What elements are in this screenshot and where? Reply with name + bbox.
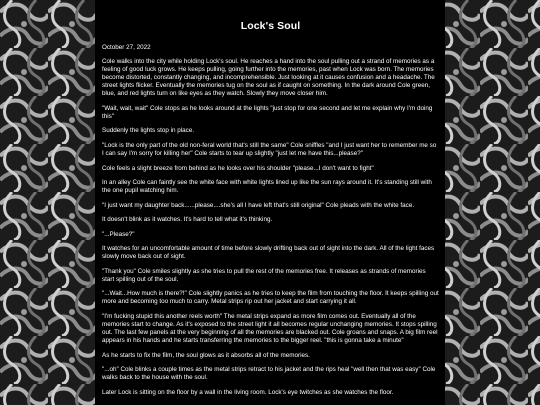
story-paragraph: It watches for an uncomfortable amount of time before slowly drifting back out of sight into the dark. All of the light faces slowly move back out of sight. bbox=[102, 245, 435, 261]
story-paragraph: In an alley Cole can faintly see the white face with white lights lined up like the sun rays around it. It's standing still with the one pupil watching him. bbox=[102, 178, 432, 195]
story-paragraph: As he starts to fix the film, the soul glows as it absorbs all of the memories. bbox=[102, 351, 310, 359]
page-title: Lock's Soul bbox=[240, 20, 301, 32]
story-paragraph: "...oh" Cole blinks a couple times as the metal strips retract to his jacket and the rips heal "well then that was easy" Cole walks back to the house with the soul. bbox=[102, 366, 436, 382]
story-paragraph: "Lock is the only part of the old non-feral world that's still the same" Cole sniffles "and I just want her to remember me so I can say I'm sorry for killing her" Cole starts to tear up slightly "just let me have this...please?" bbox=[102, 141, 437, 158]
story-content bbox=[95, 0, 445, 397]
story-paragraph: "Wait, wait, wait" Cole stops as he looks around at the lights "just stop for one second and let me explain why I'm doing this" bbox=[102, 104, 433, 120]
story-paragraph: "...Please?" bbox=[102, 230, 135, 238]
story-paragraph: Suddenly the lights stop in place. bbox=[102, 127, 195, 135]
story-paragraph: "I'm fucking stupid this another reels worth" The metal strips expand as more film comes out. Eventually all of the memories start to change. As it's exposed to the street light it all becomes regular unchanging memories. It stops spilling out. The last few panels at the very beginning of all the memories are blacked out. Cole groans and snaps. A big film reel appears in his hands and he starts transferring the memories to the bigger reel. "this is gonna take a minute" bbox=[102, 312, 438, 345]
story-paragraph: "Thank you" Cole smiles slightly as she tries to pull the rest of the memories free. It releases as strands of memories start spilling out of the soul. bbox=[102, 267, 426, 283]
story-paragraph: Cole walks into the city while holding Lock's soul. He reaches a hand into the soul pulling out a strand of memories as a feeling of good luck grows. He keeps pulling, going further into the memories, past when Lock was born. The memories become distorted, constantly changing, and incomprehensible. Just looking at it causes confusion and a headache. The street lights flicker. Eventually the memories tug on the soul as if caught on something. In the dark around Cole green, blue, and red lights turn on like eyes as they watch. Slowly they move closer him. bbox=[102, 58, 435, 98]
story-paragraph: Cole feels a slight breeze from behind as he looks over his shoulder "please...I don't want to fight" bbox=[102, 164, 374, 172]
story-paragraph: It doesn't blink as it watches. It's hard to tell what it's thinking. bbox=[102, 216, 273, 224]
story-paragraph: "I just want my daughter back......please....she's all I have left that's still original" Cole pleads with the white face. bbox=[102, 201, 415, 209]
story-body bbox=[102, 58, 439, 397]
story-paragraph: "...Wait...How much is there?!" Cole slightly panics as he tries to keep the film from touching the floor. It keeps spilling out more and becoming too much to carry. Metal strips rip out her jacket and start carrying it all. bbox=[102, 290, 439, 306]
post-date: October 27, 2022 bbox=[102, 44, 151, 51]
story-page bbox=[95, 0, 445, 405]
story-paragraph: Later Lock is sitting on the floor by a wall in the living room. Lock's eye twitches as she watches the floor. bbox=[102, 388, 394, 396]
